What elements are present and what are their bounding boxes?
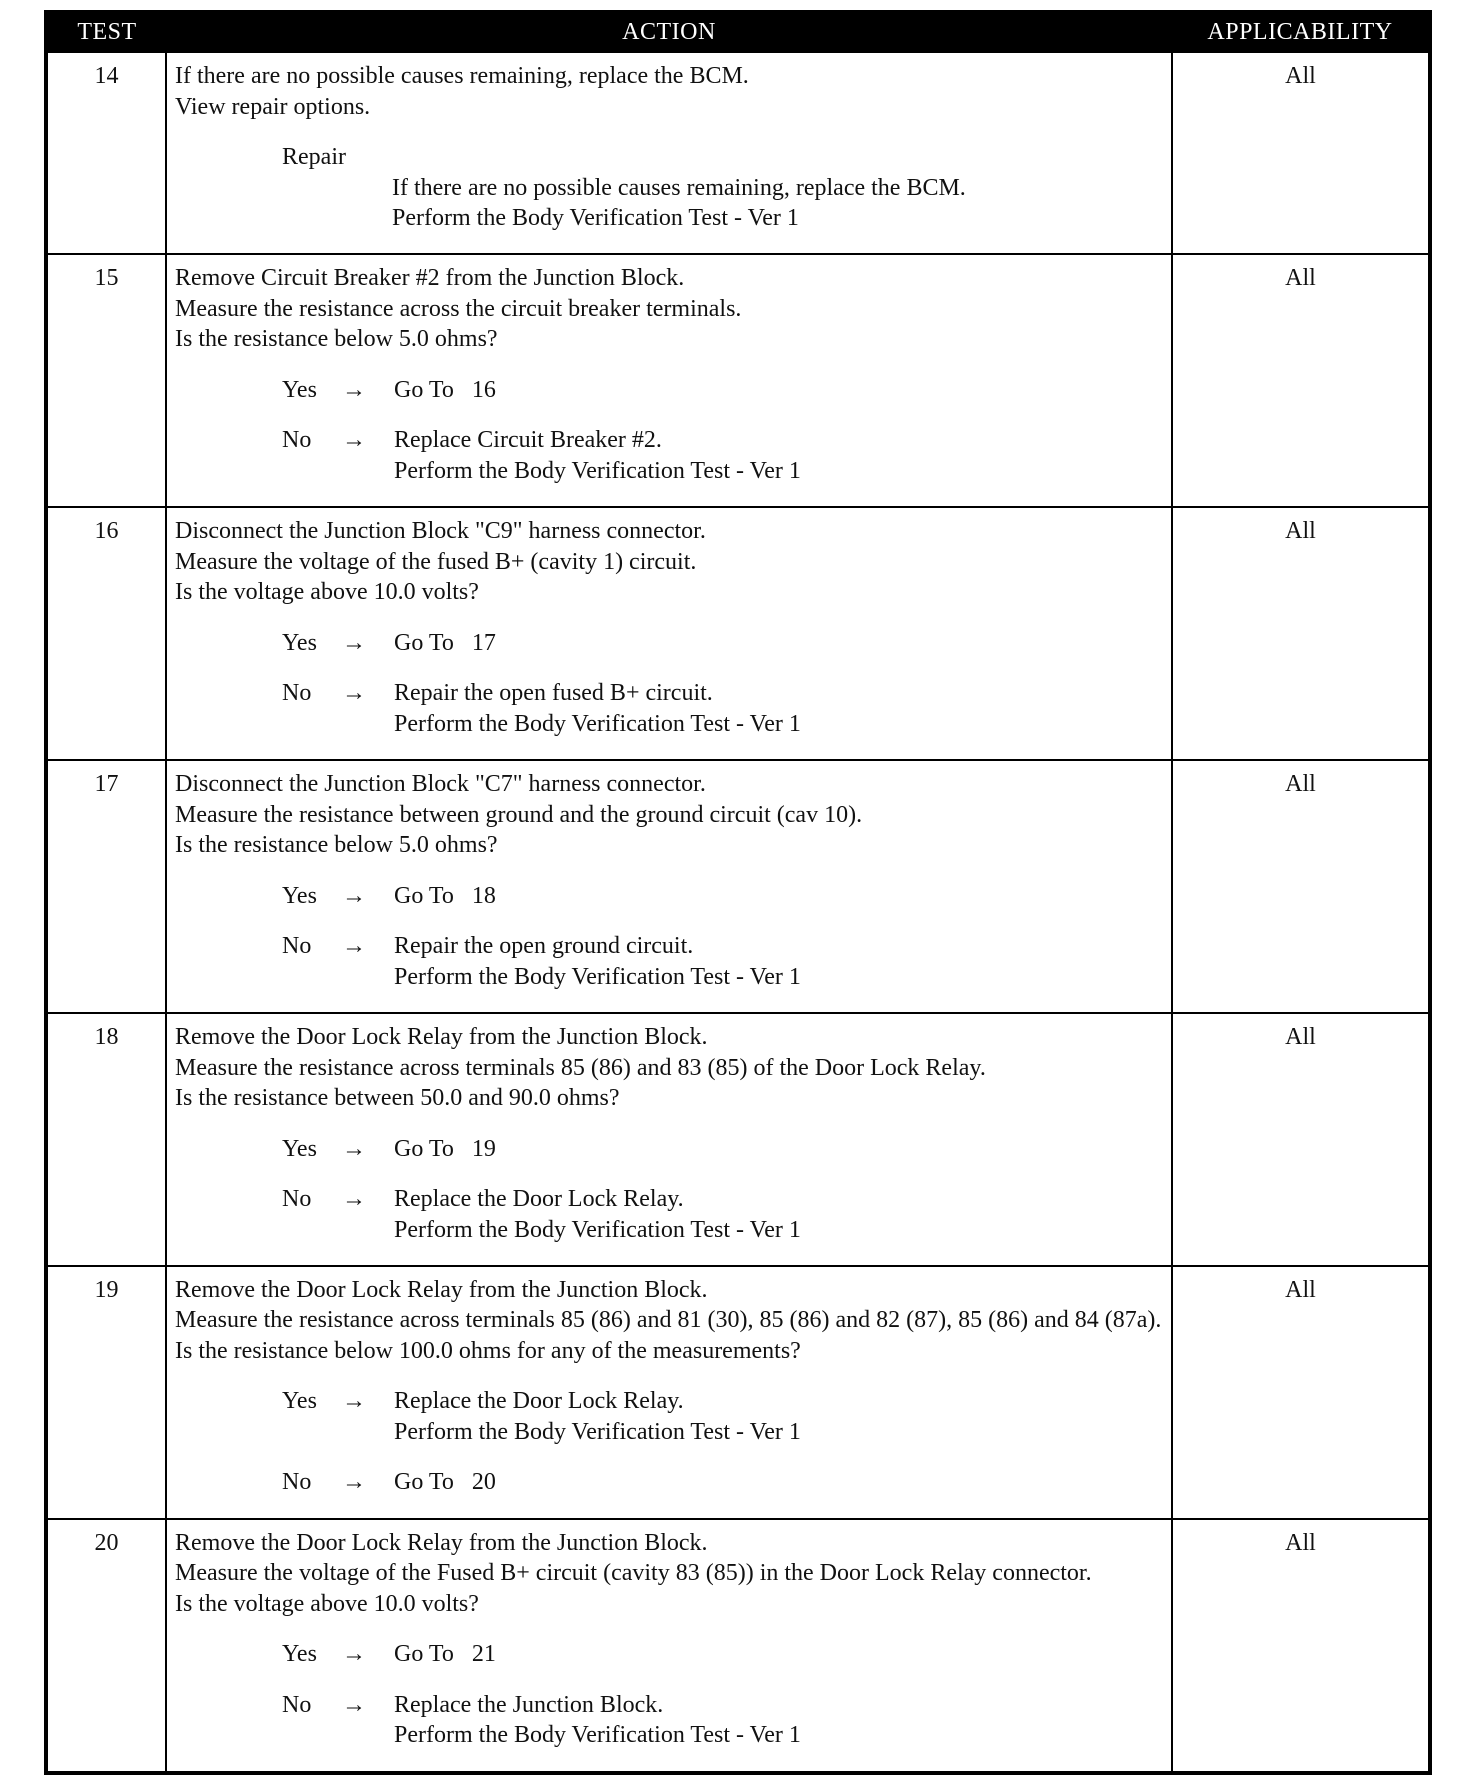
answer-result-line: Perform the Body Verification Test - Ver 1 bbox=[394, 1216, 801, 1243]
diagnostic-procedure-document bbox=[44, 10, 1428, 1775]
repair-block bbox=[282, 142, 1165, 234]
action-line: Is the voltage above 10.0 volts? bbox=[175, 579, 479, 606]
applicability-value: All bbox=[1172, 254, 1430, 507]
answer-result bbox=[394, 1134, 1165, 1165]
answer-result bbox=[394, 628, 1165, 659]
action-line: Is the voltage above 10.0 volts? bbox=[175, 1590, 479, 1617]
action-line: Measure the resistance between ground and the ground circuit (cav 10). bbox=[175, 801, 863, 828]
action-line: Is the resistance below 100.0 ohms for any of the measurements? bbox=[175, 1337, 801, 1364]
answer-label: No bbox=[282, 1469, 312, 1496]
answer-result bbox=[394, 678, 1165, 739]
answer-label: Yes bbox=[282, 1641, 317, 1668]
answer-result-line: Go To 20 bbox=[394, 1469, 496, 1496]
action-line: Measure the resistance across terminals 85 (86) and 81 (30), 85 (86) and 82 (87), 85 (86) and 84 (87a). bbox=[175, 1307, 1162, 1334]
answer-label: Yes bbox=[282, 1135, 317, 1162]
answer-option-no bbox=[282, 931, 1165, 992]
action-cell bbox=[166, 254, 1172, 507]
action-line: View repair options. bbox=[175, 93, 371, 120]
action-line: Measure the resistance across terminals 85 (86) and 83 (85) of the Door Lock Relay. bbox=[175, 1054, 986, 1081]
table-row bbox=[46, 760, 1430, 1013]
table-row bbox=[46, 1013, 1430, 1266]
repair-label: Repair bbox=[282, 144, 346, 170]
answer-label: No bbox=[282, 1691, 312, 1718]
answer-option-yes bbox=[282, 1134, 1165, 1165]
answer-result-line: Perform the Body Verification Test - Ver 1 bbox=[394, 1722, 801, 1749]
answer-result bbox=[394, 1386, 1165, 1447]
action-cell bbox=[166, 1013, 1172, 1266]
answer-label: Yes bbox=[282, 882, 317, 909]
right-arrow-icon: → bbox=[342, 1135, 366, 1162]
answer-label: No bbox=[282, 1186, 312, 1213]
action-line: Measure the voltage of the fused B+ (cavity 1) circuit. bbox=[175, 548, 697, 575]
action-line: If there are no possible causes remaining, replace the BCM. bbox=[175, 63, 749, 89]
right-arrow-icon: → bbox=[342, 1469, 366, 1496]
answer-option-no bbox=[282, 1467, 1165, 1498]
applicability-value: All bbox=[1172, 1519, 1430, 1773]
action-cell bbox=[166, 52, 1172, 254]
right-arrow-icon: → bbox=[342, 1388, 366, 1415]
action-line: Is the resistance below 5.0 ohms? bbox=[175, 832, 498, 859]
answer-result bbox=[394, 1639, 1165, 1670]
answer-result-line: Replace the Door Lock Relay. bbox=[394, 1388, 684, 1415]
header-action: ACTION bbox=[166, 12, 1172, 52]
answer-result-line: Go To 17 bbox=[394, 629, 496, 656]
answer-result bbox=[394, 375, 1165, 406]
answer-label: No bbox=[282, 933, 312, 960]
repair-line: If there are no possible causes remaining, replace the BCM. bbox=[392, 174, 966, 201]
right-arrow-icon: → bbox=[342, 680, 366, 707]
answer-result bbox=[394, 1690, 1165, 1751]
answer-label: Yes bbox=[282, 1388, 317, 1415]
answer-result bbox=[394, 1467, 1165, 1498]
table-row bbox=[46, 254, 1430, 507]
action-line: Disconnect the Junction Block "C9" harness connector. bbox=[175, 518, 706, 545]
repair-line: Perform the Body Verification Test - Ver 1 bbox=[392, 205, 799, 231]
answer-option-no bbox=[282, 425, 1165, 486]
answer-result-line: Perform the Body Verification Test - Ver 1 bbox=[394, 963, 801, 990]
test-number: 19 bbox=[46, 1266, 166, 1519]
action-cell bbox=[166, 507, 1172, 760]
action-line: Is the resistance below 5.0 ohms? bbox=[175, 326, 498, 353]
answer-option-yes bbox=[282, 881, 1165, 912]
right-arrow-icon: → bbox=[342, 882, 366, 909]
answer-result-line: Go To 19 bbox=[394, 1135, 496, 1162]
answer-result bbox=[394, 1184, 1165, 1245]
answer-label: Yes bbox=[282, 376, 317, 403]
action-line: Disconnect the Junction Block "C7" harness connector. bbox=[175, 771, 706, 798]
answer-result-line: Go To 21 bbox=[394, 1641, 496, 1668]
action-line: Remove the Door Lock Relay from the Junction Block. bbox=[175, 1024, 708, 1051]
applicability-value: All bbox=[1172, 52, 1430, 254]
answer-result-line: Go To 18 bbox=[394, 882, 496, 909]
action-line: Measure the resistance across the circuit breaker terminals. bbox=[175, 295, 742, 322]
action-cell bbox=[166, 760, 1172, 1013]
answer-label: No bbox=[282, 680, 312, 707]
right-arrow-icon: → bbox=[342, 427, 366, 454]
action-line: Is the resistance between 50.0 and 90.0 ohms? bbox=[175, 1085, 620, 1112]
answer-result bbox=[394, 931, 1165, 992]
right-arrow-icon: → bbox=[342, 1186, 366, 1213]
applicability-value: All bbox=[1172, 760, 1430, 1013]
answer-result-line: Perform the Body Verification Test - Ver 1 bbox=[394, 457, 801, 484]
header-applicability: APPLICABILITY bbox=[1172, 12, 1430, 52]
answer-option-no bbox=[282, 1690, 1165, 1751]
answer-result-line: Replace the Door Lock Relay. bbox=[394, 1186, 684, 1213]
answer-result bbox=[394, 881, 1165, 912]
test-number: 15 bbox=[46, 254, 166, 507]
answer-option-yes bbox=[282, 1386, 1165, 1447]
answer-result-line: Perform the Body Verification Test - Ver 1 bbox=[394, 710, 801, 737]
right-arrow-icon: → bbox=[342, 933, 366, 960]
applicability-value: All bbox=[1172, 1266, 1430, 1519]
table-row bbox=[46, 52, 1430, 254]
test-number: 17 bbox=[46, 760, 166, 1013]
applicability-value: All bbox=[1172, 1013, 1430, 1266]
answer-option-yes bbox=[282, 1639, 1165, 1670]
test-number: 20 bbox=[46, 1519, 166, 1773]
table-row bbox=[46, 507, 1430, 760]
answer-result-line: Replace the Junction Block. bbox=[394, 1691, 664, 1718]
answer-result-line: Repair the open ground circuit. bbox=[394, 933, 694, 960]
answer-result bbox=[394, 425, 1165, 486]
right-arrow-icon: → bbox=[342, 1691, 366, 1718]
answer-option-no bbox=[282, 678, 1165, 739]
action-line: Remove the Door Lock Relay from the Junction Block. bbox=[175, 1529, 708, 1556]
answer-result-line: Go To 16 bbox=[394, 376, 496, 403]
answer-result-line: Replace Circuit Breaker #2. bbox=[394, 427, 662, 454]
answer-option-yes bbox=[282, 628, 1165, 659]
diagnostic-test-table bbox=[44, 10, 1432, 1775]
header-test: TEST bbox=[46, 12, 166, 52]
action-cell bbox=[166, 1266, 1172, 1519]
test-number: 18 bbox=[46, 1013, 166, 1266]
action-line: Remove Circuit Breaker #2 from the Junction Block. bbox=[175, 265, 685, 292]
answer-option-yes bbox=[282, 375, 1165, 406]
answer-label: No bbox=[282, 427, 312, 454]
table-row bbox=[46, 1519, 1430, 1773]
applicability-value: All bbox=[1172, 507, 1430, 760]
action-line: Remove the Door Lock Relay from the Junction Block. bbox=[175, 1276, 708, 1303]
answer-label: Yes bbox=[282, 629, 317, 656]
test-number: 16 bbox=[46, 507, 166, 760]
table-row bbox=[46, 1266, 1430, 1519]
right-arrow-icon: → bbox=[342, 1641, 366, 1668]
answer-result-line: Repair the open fused B+ circuit. bbox=[394, 680, 713, 707]
right-arrow-icon: → bbox=[342, 376, 366, 403]
action-line: Measure the voltage of the Fused B+ circuit (cavity 83 (85)) in the Door Lock Relay connector. bbox=[175, 1560, 1092, 1587]
action-cell bbox=[166, 1519, 1172, 1773]
answer-result-line: Perform the Body Verification Test - Ver 1 bbox=[394, 1418, 801, 1445]
test-number: 14 bbox=[46, 52, 166, 254]
answer-option-no bbox=[282, 1184, 1165, 1245]
right-arrow-icon: → bbox=[342, 629, 366, 656]
table-header-row bbox=[46, 12, 1430, 52]
